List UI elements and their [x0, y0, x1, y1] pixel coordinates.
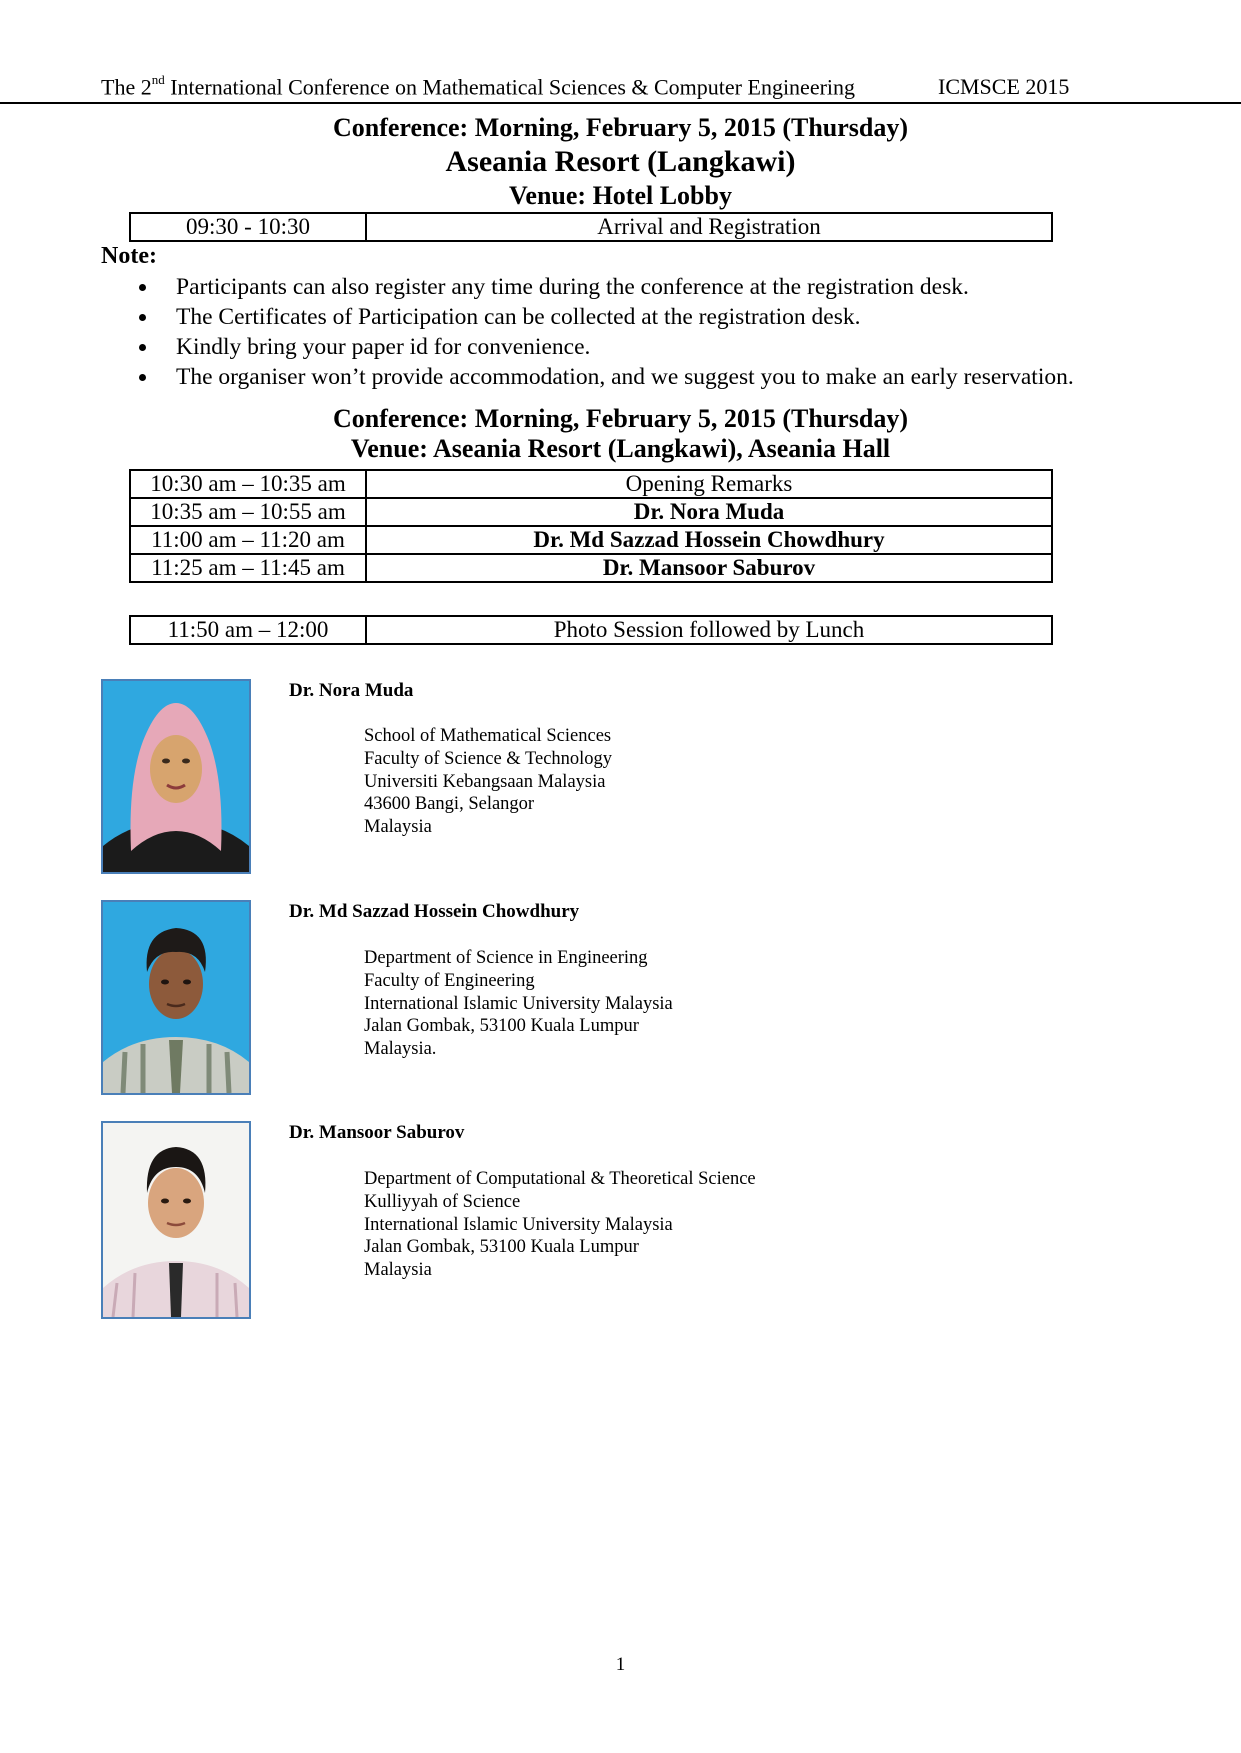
speaker-photo-nora-muda — [101, 679, 251, 874]
page-number: 1 — [615, 1654, 626, 1675]
speaker-name: Dr. Md Sazzad Hossein Chowdhury — [289, 901, 580, 922]
time-cell: 11:00 am – 11:20 am — [130, 526, 366, 554]
note-label: Note: — [101, 243, 157, 269]
list-item: The Certificates of Participation can be collected at the registration desk. — [101, 302, 1074, 332]
lunch-table — [129, 615, 1053, 645]
section1-resort-heading: Aseania Resort (Langkawi) — [445, 145, 796, 178]
table-row — [130, 554, 1052, 582]
table-row — [130, 526, 1052, 554]
list-item: The organiser won’t provide accommodation, and we suggest you to make an early reservation. — [101, 362, 1074, 392]
event-cell: Opening Remarks — [366, 470, 1052, 498]
time-cell: 09:30 - 10:30 — [130, 213, 366, 241]
notes-list — [101, 272, 1074, 392]
event-cell: Dr. Md Sazzad Hossein Chowdhury — [366, 526, 1052, 554]
event-cell: Dr. Nora Muda — [366, 498, 1052, 526]
table-row — [130, 616, 1052, 644]
table-row — [130, 498, 1052, 526]
time-cell: 11:50 am – 12:00 — [130, 616, 366, 644]
portrait-icon — [103, 902, 249, 1093]
portrait-icon — [103, 1123, 249, 1317]
section2-date-heading: Conference: Morning, February 5, 2015 (Thursday) — [332, 404, 909, 433]
list-item: Participants can also register any time during the conference at the registration desk. — [101, 272, 1074, 302]
bullet-icon — [139, 374, 146, 381]
registration-table — [129, 212, 1053, 242]
table-row — [130, 470, 1052, 498]
bullet-icon — [139, 314, 146, 321]
time-cell: 10:35 am – 10:55 am — [130, 498, 366, 526]
list-item: Kindly bring your paper id for convenience. — [101, 332, 1074, 362]
bullet-icon — [139, 284, 146, 291]
schedule-table — [129, 469, 1053, 583]
event-cell: Photo Session followed by Lunch — [366, 616, 1052, 644]
speaker-affiliation: School of Mathematical Sciences Faculty of Science & Technology Universiti Kebangsaan Malaysia 43600 Bangi, Selangor Malaysia — [364, 726, 613, 838]
event-cell: Arrival and Registration — [366, 213, 1052, 241]
speaker-name: Dr. Nora Muda — [289, 680, 414, 701]
speaker-name: Dr. Mansoor Saburov — [289, 1122, 465, 1143]
time-cell: 11:25 am – 11:45 am — [130, 554, 366, 582]
speaker-affiliation: Department of Computational & Theoretical Science Kulliyyah of Science International Islamic University Malaysia Jalan Gombak, 53100 Kuala Lumpur Malaysia — [364, 1169, 756, 1281]
speaker-photo-mansoor-saburov — [101, 1121, 251, 1319]
conference-title: The 2nd International Conference on Mathematical Sciences & Computer Engineering — [101, 72, 856, 100]
speaker-affiliation: Department of Science in Engineering Faculty of Engineering International Islamic University Malaysia Jalan Gombak, 53100 Kuala Lumpur Malaysia. — [364, 948, 673, 1060]
table-row — [130, 213, 1052, 241]
conference-acronym: ICMSCE 2015 — [938, 74, 1070, 99]
page-header — [0, 70, 1241, 104]
time-cell: 10:30 am – 10:35 am — [130, 470, 366, 498]
section1-venue-heading: Venue: Hotel Lobby — [509, 181, 732, 210]
bullet-icon — [139, 344, 146, 351]
section1-date-heading: Conference: Morning, February 5, 2015 (Thursday) — [332, 113, 909, 142]
portrait-icon — [103, 681, 249, 872]
speaker-photo-md-sazzad-hossein-chowdhury — [101, 900, 251, 1095]
section2-venue-heading: Venue: Aseania Resort (Langkawi), Aseania Hall — [350, 434, 891, 463]
event-cell: Dr. Mansoor Saburov — [366, 554, 1052, 582]
